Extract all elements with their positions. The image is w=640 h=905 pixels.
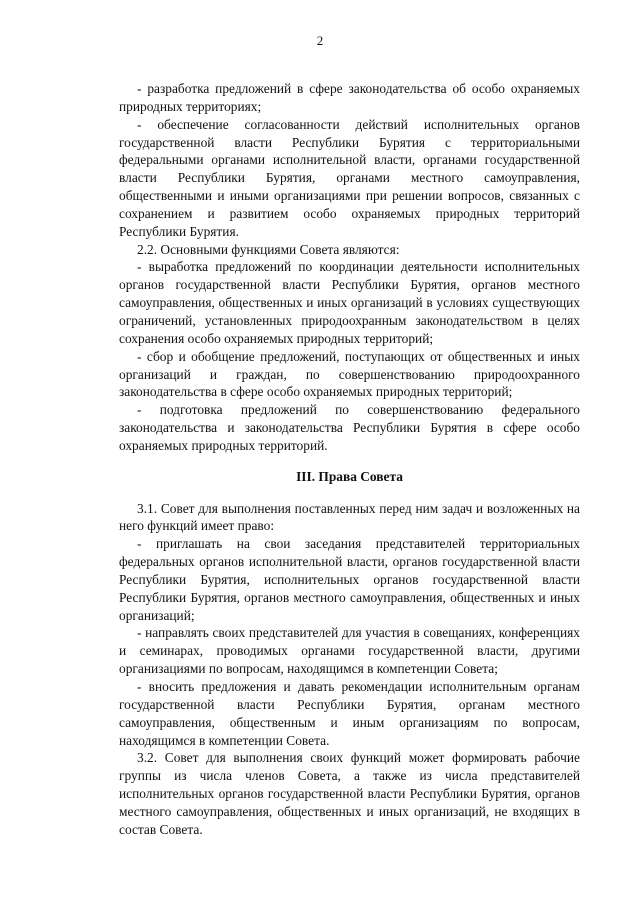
section-heading: III. Права Совета xyxy=(296,468,403,484)
document-body xyxy=(119,80,580,839)
paragraph: - выработка предложений по координации деятельности исполнительных органов государственной власти Республики Бурятия, органов местного самоуправления, общественных и иных организаций в условиях существующих ограничений, установленных природоохранным законодательством в целях сохранения особо охраняемых природных территорий; xyxy=(119,259,580,346)
paragraph: - вносить предложения и давать рекомендации исполнительным органам государственной власти Республики Бурятия, органам местного самоуправления, общественным и иным организациям по вопросам, находящимся в компетенции Совета. xyxy=(119,679,580,748)
paragraph: - приглашать на свои заседания представителей территориальных федеральных органов исполнительной власти, органов государственной власти Республики Бурятия, исполнительных органов государственной власти Республики Бурятия, органов местного самоуправления, общественных и иных организаций; xyxy=(119,536,580,623)
paragraph: 2.2. Основными функциями Совета являются: xyxy=(137,241,400,257)
paragraph: 3.1. Совет для выполнения поставленных перед ним задач и возложенных на него функций имеет право: xyxy=(119,500,580,534)
paragraph: - сбор и обобщение предложений, поступающих от общественных и иных организаций и граждан, по совершенствованию природоохранного законодательства в сфере особо охраняемых природных территорий; xyxy=(119,348,580,400)
page-number: 2 xyxy=(316,33,324,48)
paragraph: 3.2. Совет для выполнения своих функций может формировать рабочие группы из числа членов Совета, а также из числа представителей исполнительных органов государственной власти Республики Бурятия, органов местного самоуправления, общественных и иных организаций, не входящих в состав Совета. xyxy=(119,750,580,837)
paragraph: - подготовка предложений по совершенствованию федерального законодательства и законодательства Республики Бурятия в сфере особо охраняемых природных территорий. xyxy=(119,402,580,453)
paragraph: - обеспечение согласованности действий исполнительных органов государственной власти Республики Бурятия с территориальными федеральными органами исполнительной власти, органами государственной власти Республики Бурятия, органами местного самоуправления, общественными и иными организациями при решении вопросов, связанных с сохранением и развитием особо охраняемых природных территорий Республики Бурятия. xyxy=(119,116,580,239)
paragraph: - разработка предложений в сфере законодательства об особо охраняемых природных территориях; xyxy=(119,81,580,114)
paragraph: - направлять своих представителей для участия в совещаниях, конференциях и семинарах, проводимых органами государственной власти, другими организациями по вопросам, находящимся в компетенции Совета; xyxy=(119,625,580,677)
